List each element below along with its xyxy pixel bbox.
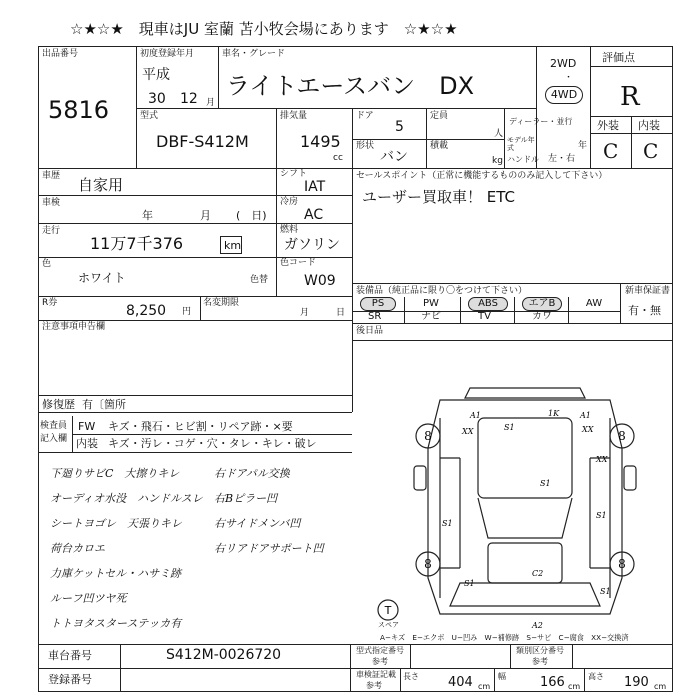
vehicle-damage-diagram	[400, 378, 650, 630]
repair-label: 修復歴	[42, 398, 75, 411]
mark-s1-rear-right: S1	[600, 587, 611, 596]
equip-airbag: エアB	[522, 297, 562, 311]
shape-value: バン	[380, 149, 408, 165]
width-value: 166	[540, 675, 565, 690]
equip-ps: PS	[360, 297, 396, 311]
height-value: 190	[624, 675, 649, 690]
history-value: 自家用	[78, 176, 124, 194]
model-label: 型式	[140, 111, 159, 121]
fw-items: キズ・飛石・ヒビ割・リペア跡・×要	[108, 420, 293, 433]
note-left-item: トトヨタスターステッカ有	[50, 617, 182, 630]
car-name: ライトエースバン DX	[226, 72, 475, 100]
mark-a2-bumper: A2	[532, 621, 543, 630]
mark-s1-center: S1	[540, 479, 551, 488]
interior-grade: C	[643, 139, 659, 163]
category-label: 類別区分番号	[516, 646, 564, 655]
grade-value: R	[620, 82, 640, 112]
width-label: 幅	[498, 672, 506, 681]
mark-xx-right-pillar: XX	[596, 455, 608, 464]
mark-s1-roof: S1	[504, 423, 515, 432]
capacity-label: 定員	[430, 111, 449, 121]
mark-a1-left: A1	[470, 411, 481, 420]
model-year-label: モデル年式	[507, 136, 535, 152]
equip-tv: TV	[478, 311, 491, 322]
width-unit: cm	[568, 682, 581, 691]
warranty-label: 新車保証書	[625, 286, 671, 296]
notice-label: 注意事項申告欄	[42, 322, 106, 332]
name-change-label: 名変期限	[203, 298, 240, 308]
warranty-value: 有・無	[628, 304, 661, 317]
note-right-item: 右Bピラー凹	[214, 492, 278, 505]
equip-pw: PW	[423, 298, 439, 309]
inspection-month: 月	[200, 209, 211, 222]
category-sub: 参考	[532, 657, 548, 666]
color-label: 色	[42, 259, 52, 269]
displacement-value: 1495	[300, 132, 341, 151]
displacement-label: 排気量	[280, 111, 308, 121]
note-left-item: シートヨゴレ 天張りキレ	[50, 517, 182, 530]
spare-label: スペア	[378, 621, 399, 629]
registration-label: 登録番号	[48, 673, 92, 686]
color-code-label: 色コード	[280, 258, 317, 268]
note-left-item: ルーフ凹ツヤ死	[50, 592, 127, 605]
color-code-value: W09	[304, 273, 336, 289]
doors-value: 5	[395, 119, 404, 135]
type-spec-label: 型式指定番号	[356, 646, 404, 655]
mark-s1-rear-left: S1	[464, 579, 475, 588]
mark-xx-right: XX	[582, 425, 594, 434]
handle-label: ハンドル	[507, 155, 539, 164]
interior-row-items: キズ・汚レ・コゲ・穴・タレ・キレ・破レ	[108, 437, 317, 450]
note-left-item: 下廻りサビC 大擦りキレ	[50, 467, 180, 480]
inspection-year: 年	[142, 209, 153, 222]
equipment-label: 装備品（純正品に限り〇をつけて下さい）	[356, 286, 528, 296]
damage-legend: A−キズ E−エクボ U−凹み W−補修跡 S−サビ C−腐食 XX−交換済	[380, 633, 629, 642]
ac-label: 冷房	[280, 197, 299, 207]
color-value: ホワイト	[78, 271, 126, 285]
first-reg-label: 初度登録年月	[140, 49, 195, 59]
dimensions-sub: 参考	[366, 681, 382, 690]
mark-s1-right-side: S1	[596, 511, 607, 520]
car-name-label: 車名・グレード	[222, 49, 286, 59]
mark-xx-left: XX	[462, 427, 474, 436]
note-right-item: 右ドアパル交換	[214, 467, 290, 480]
lot-label: 出品番号	[42, 49, 79, 59]
mark-1k: 1K	[548, 409, 560, 418]
equip-navi: ナビ	[421, 311, 441, 322]
equip-abs: ABS	[468, 297, 508, 311]
exterior-grade: C	[603, 139, 619, 163]
note-right-item: 右リアドアサポート凹	[214, 542, 324, 555]
svg-text:T: T	[384, 604, 392, 617]
load-unit: kg	[492, 156, 503, 166]
repair-value: 有〔箇所	[82, 398, 126, 411]
exterior-label: 外装	[597, 119, 619, 132]
equip-sr: SR	[368, 311, 382, 322]
shift-label: シフト	[280, 169, 308, 179]
note-left-item: オーディオ水没 ハンドルスレ	[50, 492, 203, 505]
length-value: 404	[448, 675, 473, 690]
length-unit: cm	[478, 682, 491, 691]
type-spec-sub: 参考	[372, 657, 388, 666]
chassis-number: S412M-0026720	[166, 647, 282, 663]
shape-label: 形状	[356, 141, 375, 151]
dimensions-label: 車検証記載	[356, 670, 396, 679]
doors-label: ドア	[356, 111, 374, 121]
load-label: 積載	[430, 141, 449, 151]
grade-label: 評価点	[602, 51, 635, 64]
interior-label: 内装	[638, 119, 660, 132]
page-header: ☆★☆★ 現車はJU 室蘭 苫小牧会場にあります ☆★☆★	[70, 20, 458, 38]
tyre-rear-left: 8	[424, 557, 432, 571]
length-label: 長さ	[403, 672, 419, 681]
shift-value: IAT	[304, 179, 326, 195]
recycle-value: 8,250	[126, 303, 167, 319]
fuel-value: ガソリン	[284, 237, 340, 253]
equip-leather: カワ	[532, 311, 552, 322]
recycle-label: R券	[42, 298, 58, 308]
note-right-item: 右サイドメンバ凹	[214, 517, 301, 530]
first-reg-year: 30	[148, 91, 166, 107]
mark-c2-rear: C2	[532, 569, 544, 578]
first-reg-month: 12	[180, 91, 198, 107]
mark-s1-left-side: S1	[442, 519, 453, 528]
model-code: DBF-S412M	[156, 132, 249, 151]
height-label: 高さ	[588, 672, 604, 681]
fw-label: FW	[78, 420, 96, 433]
model-year-unit: 年	[578, 141, 588, 151]
mileage-unit: km	[224, 239, 242, 252]
chassis-label: 車台番号	[48, 649, 92, 662]
mileage-value: 11万7千376	[90, 234, 184, 253]
displacement-unit: cc	[333, 153, 343, 163]
post-equipment-label: 後日品	[356, 326, 384, 336]
dealer-label: ディーラー・並行	[509, 117, 573, 126]
tyre-front-left: 8	[424, 429, 432, 443]
drive-4wd-circled: 4WD	[545, 86, 583, 104]
first-reg-month-unit: 月	[206, 98, 216, 108]
fuel-label: 燃料	[280, 225, 299, 235]
tyre-front-right: 8	[618, 429, 626, 443]
equip-aw: AW	[585, 298, 603, 309]
name-change-day: 日	[336, 308, 346, 318]
note-left-item: 荷台カロエ	[50, 542, 105, 555]
handle-value: 左・右	[548, 154, 576, 164]
ac-value: AC	[304, 207, 324, 223]
inspector-label-1: 検査員	[40, 421, 68, 431]
tyre-rear-right: 8	[618, 557, 626, 571]
mark-a1-right: A1	[580, 411, 591, 420]
interior-row-label: 内装	[76, 437, 98, 450]
sales-point-value: ユーザー買取車！ ETC	[362, 188, 516, 206]
mileage-label: 走行	[42, 226, 61, 236]
capacity-unit: 人	[494, 129, 504, 139]
height-unit: cm	[654, 682, 667, 691]
drive-2wd: 2WD	[550, 57, 577, 70]
recycle-unit: 円	[182, 307, 192, 317]
lot-number: 5816	[48, 96, 110, 124]
inspection-label: 車検	[42, 198, 61, 208]
color-change-label: 色替	[250, 275, 269, 285]
inspection-day: ( 日)	[236, 209, 267, 222]
inspector-label-2: 記入欄	[40, 434, 68, 444]
first-reg-era: 平成	[142, 67, 170, 83]
name-change-month: 月	[300, 308, 310, 318]
history-label: 車歴	[42, 171, 61, 181]
note-left-item: 力庫ケットセル・ハサミ跡	[50, 567, 182, 580]
sales-point-label: セールスポイント（正常に機能するもののみ記入して下さい）	[356, 171, 608, 181]
